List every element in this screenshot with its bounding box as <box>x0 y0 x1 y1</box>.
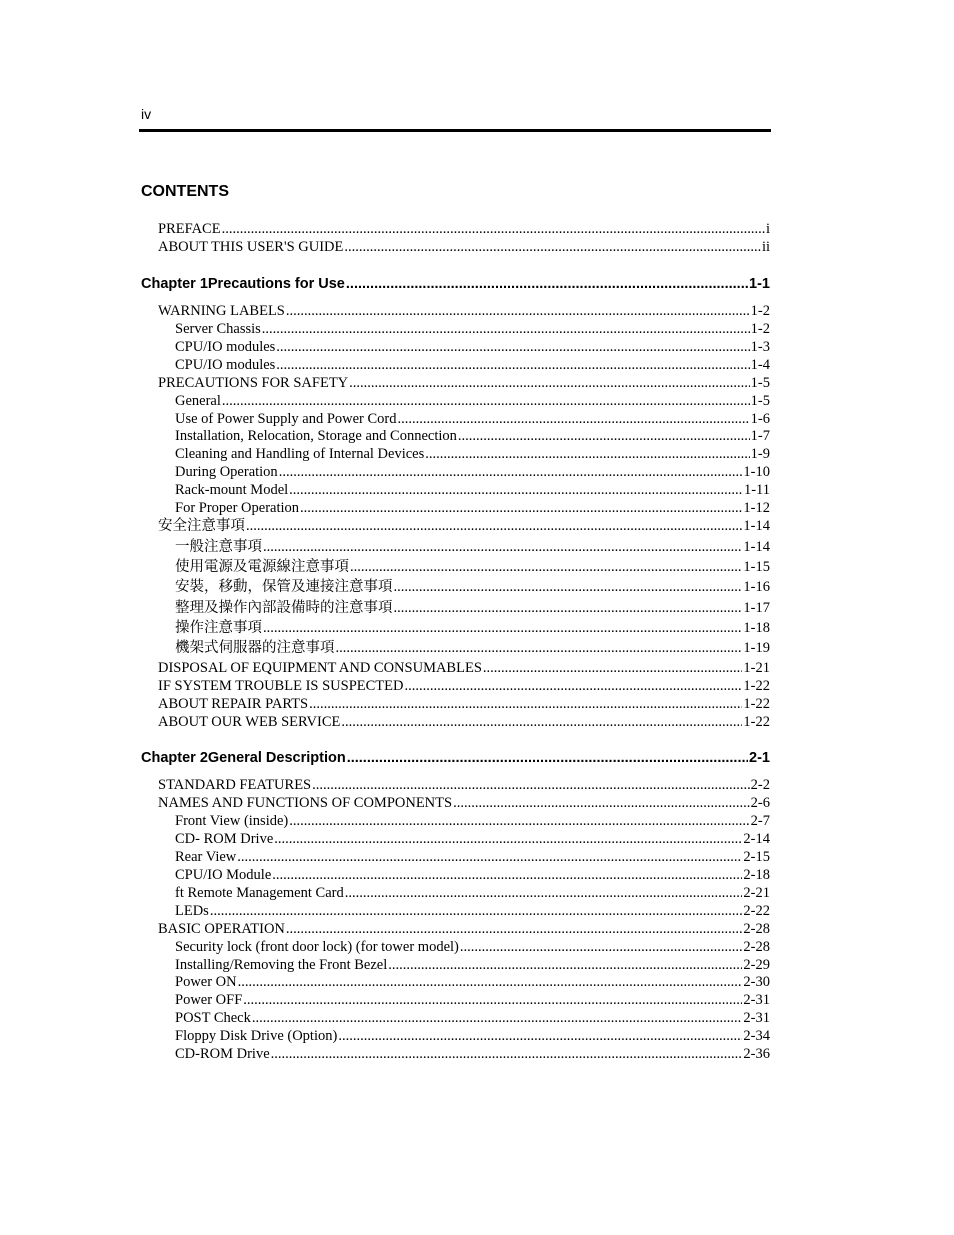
page-number: iv <box>141 106 152 122</box>
toc-entry-page: 2-36 <box>743 1046 770 1062</box>
toc-entry[interactable] <box>175 938 770 956</box>
toc-entry-label: CPU/IO Module <box>175 867 272 883</box>
toc-entry[interactable] <box>175 619 770 637</box>
toc-entry[interactable] <box>175 639 770 657</box>
leader-dots <box>346 275 748 293</box>
leader-dots <box>238 973 743 991</box>
leader-dots <box>276 356 749 374</box>
toc-entry-page: 2-34 <box>743 1028 770 1044</box>
toc-entry-label: WARNING LABELS <box>158 303 285 319</box>
leader-dots <box>394 599 743 617</box>
toc-entry-label: 一般注意事項 <box>175 539 262 555</box>
toc-entry[interactable] <box>158 695 770 713</box>
toc-entry-page: 1-15 <box>743 559 770 575</box>
toc-entry-page: 1-17 <box>743 600 770 616</box>
toc-entry-page: 1-14 <box>743 539 770 555</box>
toc-entry[interactable] <box>175 1009 770 1027</box>
toc-entry[interactable] <box>158 659 770 677</box>
toc-entry[interactable] <box>175 866 770 884</box>
leader-dots <box>286 302 750 320</box>
toc-entry[interactable] <box>158 776 770 794</box>
toc-entry-label: ft Remote Management Card <box>175 885 344 901</box>
toc-entry-label: Power OFF <box>175 992 243 1008</box>
leader-dots <box>338 1027 742 1045</box>
toc-entry-label: LEDs <box>175 903 209 919</box>
toc-entry-label: POST Check <box>175 1010 251 1026</box>
toc-entry-page: 1-22 <box>743 714 770 730</box>
leader-dots <box>286 920 743 938</box>
leader-dots <box>246 517 742 535</box>
toc-entry[interactable] <box>175 884 770 902</box>
toc-entry[interactable] <box>175 973 770 991</box>
leader-dots <box>341 713 742 731</box>
toc-entry[interactable] <box>175 445 770 463</box>
toc-entry-preface[interactable] <box>158 220 770 238</box>
toc-entry-page: 2-28 <box>743 939 770 955</box>
toc-entry-label: 安裝，移動，保管及連接注意事項 <box>175 579 393 595</box>
toc-entry[interactable] <box>175 392 770 410</box>
toc-entry[interactable] <box>175 848 770 866</box>
toc-entry[interactable] <box>158 920 770 938</box>
leader-dots <box>262 320 750 338</box>
toc-entry-label: Installation, Relocation, Storage and Connection <box>175 428 457 444</box>
toc-entry[interactable] <box>175 578 770 596</box>
toc-entry[interactable] <box>175 320 770 338</box>
toc-entry[interactable] <box>175 338 770 356</box>
toc-entry-page: 1-6 <box>750 411 770 427</box>
toc-entry[interactable] <box>175 427 770 445</box>
toc-entry[interactable] <box>175 1027 770 1045</box>
leader-dots <box>309 695 742 713</box>
toc-entry[interactable] <box>158 302 770 320</box>
toc-entry-page: 2-6 <box>750 795 770 811</box>
toc-entry-label: ABOUT THIS USER'S GUIDE <box>158 239 344 255</box>
toc-entry[interactable] <box>175 538 770 556</box>
toc-entry[interactable] <box>158 794 770 812</box>
toc-entry-page: 2-2 <box>750 777 770 793</box>
toc-entry-page: 1-22 <box>743 678 770 694</box>
toc-entry-page: 1-7 <box>750 428 770 444</box>
toc-entry-page: 1-21 <box>743 660 770 676</box>
toc-entry-label: PREFACE <box>158 221 221 237</box>
toc-entry-page: 1-2 <box>750 321 770 337</box>
toc-entry-page: 1-2 <box>750 303 770 319</box>
toc-entry-label: Security lock (front door lock) (for tower model) <box>175 939 459 955</box>
toc-entry-label: During Operation <box>175 464 278 480</box>
toc-entry-label: CD-ROM Drive <box>175 1046 270 1062</box>
leader-dots <box>349 374 750 392</box>
leader-dots <box>289 481 743 499</box>
leader-dots <box>345 884 743 902</box>
chapter-page: 2-1 <box>749 750 770 766</box>
leader-dots <box>210 902 743 920</box>
toc-entry-label: 使用電源及電源線注意事項 <box>175 559 349 575</box>
toc-entry[interactable] <box>175 902 770 920</box>
toc-entry-label: PRECAUTIONS FOR SAFETY <box>158 375 349 391</box>
toc-entry[interactable] <box>158 713 770 731</box>
chapter-page: 1-1 <box>749 276 770 292</box>
toc-entry-page: 1-5 <box>750 393 770 409</box>
toc-entry-label: Rack-mount Model <box>175 482 289 498</box>
leader-dots <box>272 866 742 884</box>
chapter-title: Precautions for Use <box>207 276 345 292</box>
toc-entry[interactable] <box>175 499 770 517</box>
toc-entry-page: 2-7 <box>750 813 770 829</box>
leader-dots <box>312 776 750 794</box>
toc-entry-page: 2-14 <box>743 831 770 847</box>
leader-dots <box>271 1045 743 1063</box>
toc-entry-label: ABOUT REPAIR PARTS <box>158 696 309 712</box>
leader-dots <box>279 463 743 481</box>
toc-entry[interactable] <box>158 374 770 392</box>
toc-entry-page: 1-9 <box>750 446 770 462</box>
leader-dots <box>404 677 742 695</box>
toc-entry-label: 機架式伺服器的注意事項 <box>175 640 335 656</box>
toc-entry[interactable] <box>158 517 770 535</box>
toc-entry-page: 2-31 <box>743 992 770 1008</box>
toc-entry-page: 2-18 <box>743 867 770 883</box>
toc-entry-page: 2-31 <box>743 1010 770 1026</box>
toc-entry-label: Rear View <box>175 849 237 865</box>
leader-dots <box>388 956 742 974</box>
toc-entry-page: 2-21 <box>743 885 770 901</box>
toc-entry-page: 1-14 <box>743 518 770 534</box>
toc-entry-page: 2-22 <box>743 903 770 919</box>
toc-entry-label: Power ON <box>175 974 237 990</box>
toc-entry-page: 2-30 <box>743 974 770 990</box>
toc-entry-label: CD- ROM Drive <box>175 831 274 847</box>
toc-entry[interactable] <box>175 356 770 374</box>
leader-dots <box>483 659 743 677</box>
toc-entry[interactable] <box>175 463 770 481</box>
toc-entry-page: 1-18 <box>743 620 770 636</box>
toc-entry-label: Installing/Removing the Front Bezel <box>175 957 388 973</box>
header-rule <box>139 129 771 132</box>
leader-dots <box>453 794 750 812</box>
toc-entry[interactable] <box>158 677 770 695</box>
toc-entry-label: IF SYSTEM TROUBLE IS SUSPECTED <box>158 678 404 694</box>
leader-dots <box>276 338 749 356</box>
toc-entry[interactable] <box>175 558 770 576</box>
toc-entry-page: 2-29 <box>743 957 770 973</box>
toc-entry-label: Front View (inside) <box>175 813 289 829</box>
toc-entry-page: 1-22 <box>743 696 770 712</box>
leader-dots <box>263 538 742 556</box>
toc-entry-page: ii <box>761 239 770 255</box>
leader-dots <box>458 427 750 445</box>
toc-entry-label: STANDARD FEATURES <box>158 777 312 793</box>
leader-dots <box>347 749 748 767</box>
toc-entry-label: Cleaning and Handling of Internal Devices <box>175 446 425 462</box>
leader-dots <box>350 558 742 576</box>
toc-entry-label: General <box>175 393 221 409</box>
toc-entry-label: 操作注意事項 <box>175 620 262 636</box>
leader-dots <box>263 619 742 637</box>
toc-entry-page: i <box>765 221 770 237</box>
toc-entry-label: 安全注意事項 <box>158 518 245 534</box>
toc-entry[interactable] <box>175 481 770 499</box>
chapter-number: Chapter 1 <box>141 276 208 292</box>
toc-entry-label: ABOUT OUR WEB SERVICE <box>158 714 341 730</box>
toc-entry-page: 1-5 <box>750 375 770 391</box>
leader-dots <box>398 410 750 428</box>
leader-dots <box>289 812 749 830</box>
toc-entry-label: CPU/IO modules <box>175 339 276 355</box>
toc-entry-page: 2-28 <box>743 921 770 937</box>
toc-entry[interactable] <box>175 1045 770 1063</box>
toc-entry-label: Use of Power Supply and Power Cord <box>175 411 397 427</box>
toc-entry-label: Server Chassis <box>175 321 261 337</box>
toc-entry[interactable] <box>175 956 770 974</box>
leader-dots <box>336 639 743 657</box>
toc-entry-page: 1-11 <box>743 482 770 498</box>
toc-entry[interactable] <box>175 599 770 617</box>
chapter-2-heading[interactable] <box>141 749 770 767</box>
leader-dots <box>274 830 742 848</box>
toc-entry-page: 1-3 <box>750 339 770 355</box>
toc-entry-label: 整理及操作內部設備時的注意事項 <box>175 600 393 616</box>
leader-dots <box>344 238 761 256</box>
leader-dots <box>222 392 750 410</box>
chapter-1-heading[interactable] <box>141 275 770 293</box>
leader-dots <box>222 220 765 238</box>
toc-entry-label: CPU/IO modules <box>175 357 276 373</box>
toc-entry-page: 2-15 <box>743 849 770 865</box>
toc-entry[interactable] <box>175 991 770 1009</box>
toc-entry-page: 1-4 <box>750 357 770 373</box>
toc-entry-page: 1-10 <box>743 464 770 480</box>
leader-dots <box>394 578 743 596</box>
toc-entry-label: Floppy Disk Drive (Option) <box>175 1028 338 1044</box>
toc-entry-label: DISPOSAL OF EQUIPMENT AND CONSUMABLES <box>158 660 482 676</box>
leader-dots <box>237 848 742 866</box>
toc-entry[interactable] <box>175 812 770 830</box>
toc-entry-about-guide[interactable] <box>158 238 770 256</box>
leader-dots <box>460 938 743 956</box>
chapter-number: Chapter 2 <box>141 750 208 766</box>
toc-entry-label: For Proper Operation <box>175 500 300 516</box>
leader-dots <box>425 445 749 463</box>
contents-title: CONTENTS <box>141 183 229 200</box>
chapter-title: General Description <box>207 750 346 766</box>
leader-dots <box>243 991 742 1009</box>
toc-entry-page: 1-19 <box>743 640 770 656</box>
toc-entry-label: BASIC OPERATION <box>158 921 285 937</box>
toc-entry-page: 1-12 <box>743 500 770 516</box>
toc-entry-page: 1-16 <box>743 579 770 595</box>
toc-entry[interactable] <box>175 410 770 428</box>
toc-entry-label: NAMES AND FUNCTIONS OF COMPONENTS <box>158 795 453 811</box>
toc-entry[interactable] <box>175 830 770 848</box>
leader-dots <box>300 499 742 517</box>
leader-dots <box>252 1009 743 1027</box>
